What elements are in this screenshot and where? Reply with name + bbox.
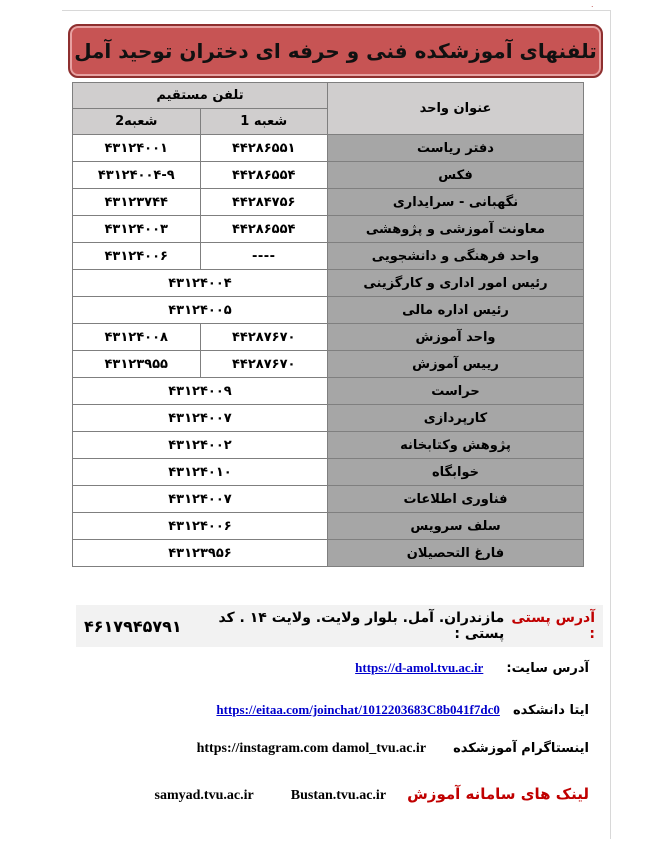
phone-branch-1: ۴۴۲۸۴۷۵۶ [200,189,328,216]
systems-label: لینک های سامانه آموزش [407,785,589,803]
phone-number: ۴۳۱۲۴۰۰۶ [73,513,328,540]
unit-name: نگهبانی - سرایداری [328,189,584,216]
instagram-link[interactable]: https://instagram.com damol_tvu.ac.ir [196,741,427,756]
eitaa-link[interactable]: https://eitaa.com/joinchat/1012203683C8b041f7dc0 [216,702,500,717]
table-row [73,270,584,297]
phone-number: ۴۳۱۲۳۹۵۶ [73,540,328,567]
unit-name: فارغ التحصیلان [328,540,584,567]
phone-branch-1: ۴۴۲۸۶۵۵۱ [200,135,328,162]
eitaa-label: ایتا دانشکده [512,703,589,718]
phone-branch-2: ۴۳۱۲۴۰۰۸ [73,324,201,351]
unit-name: فکس [328,162,584,189]
header-unit: عنوان واحد [328,83,584,135]
phone-branch-1: ۴۴۲۸۶۵۵۴ [200,162,328,189]
phone-number: ۴۳۱۲۴۰۰۵ [73,297,328,324]
unit-name: واحد فرهنگی و دانشجویی [328,243,584,270]
unit-name: رییس آموزش [328,351,584,378]
header-branch-1: شعبه 1 [200,109,328,135]
unit-name: معاونت آموزشی و پژوهشی [328,216,584,243]
unit-name: پژوهش وکتابخانه [328,432,584,459]
unit-name: رئیس اداره مالی [328,297,584,324]
phone-branch-1: ---- [200,243,328,270]
phone-number: ۴۳۱۲۴۰۱۰ [73,459,328,486]
header-direct-phone: تلفن مستقیم [73,83,328,109]
table-row [73,378,584,405]
unit-name: واحد آموزش [328,324,584,351]
unit-name: سلف سرویس [328,513,584,540]
address-text: مازندران. آمل. بلوار ولایت. ولایت ۱۴ . کد پستی : [218,610,505,642]
unit-name: دفتر ریاست [328,135,584,162]
table-row [73,297,584,324]
phone-branch-2: ۴۳۱۲۴۰۰۴-۹ [73,162,201,189]
phone-branch-2: ۴۳۱۲۳۹۵۵ [73,351,201,378]
phone-number: ۴۳۱۲۴۰۰۴ [73,270,328,297]
phone-number: ۴۳۱۲۴۰۰۷ [73,486,328,513]
table-row [73,351,584,378]
unit-name: کارپردازی [328,405,584,432]
table-row [73,189,584,216]
page-title: تلفنهای آموزشکده فنی و حرفه ای دختران توحید آمل [68,24,603,78]
header-branch-2: شعبه2 [73,109,201,135]
table-row [73,540,584,567]
table-row [73,162,584,189]
website-label: آدرس سایت: [506,661,589,676]
corner-mark: ˙ [590,6,595,16]
phone-number: ۴۳۱۲۴۰۰۲ [73,432,328,459]
phone-number: ۴۳۱۲۴۰۰۹ [73,378,328,405]
table-row [73,243,584,270]
table-row [73,513,584,540]
phone-branch-1: ۴۴۲۸۶۵۵۴ [200,216,328,243]
table-row [73,216,584,243]
address-label: آدرس پستی : [511,610,595,642]
table-row [73,405,584,432]
systems-line [155,785,589,804]
instagram-label: اینستاگرام آموزشکده [453,741,589,756]
phone-branch-1: ۴۴۲۸۷۶۷۰ [200,351,328,378]
website-link[interactable]: https://d-amol.tvu.ac.ir [355,660,484,675]
postal-code: ۴۶۱۷۹۴۵۷۹۱ [84,616,182,636]
website-line [355,660,589,676]
table-row [73,135,584,162]
phone-number: ۴۳۱۲۴۰۰۷ [73,405,328,432]
postal-address [76,605,603,647]
phone-branch-2: ۴۳۱۲۳۷۴۴ [73,189,201,216]
bustan-link[interactable]: Bustan.tvu.ac.ir [290,788,387,803]
eitaa-line [216,702,589,718]
unit-name: فناوری اطلاعات [328,486,584,513]
instagram-line [197,741,589,757]
table-row [73,459,584,486]
table-row [73,324,584,351]
unit-name: خوابگاه [328,459,584,486]
phone-branch-1: ۴۴۲۸۷۶۷۰ [200,324,328,351]
table-row [73,486,584,513]
unit-name: حراست [328,378,584,405]
phone-branch-2: ۴۳۱۲۴۰۰۱ [73,135,201,162]
phone-branch-2: ۴۳۱۲۴۰۰۶ [73,243,201,270]
unit-name: رئیس امور اداری و کارگزینی [328,270,584,297]
phone-table [72,82,584,567]
table-row [73,432,584,459]
phone-branch-2: ۴۳۱۲۴۰۰۳ [73,216,201,243]
samyad-link[interactable]: samyad.tvu.ac.ir [154,788,254,803]
